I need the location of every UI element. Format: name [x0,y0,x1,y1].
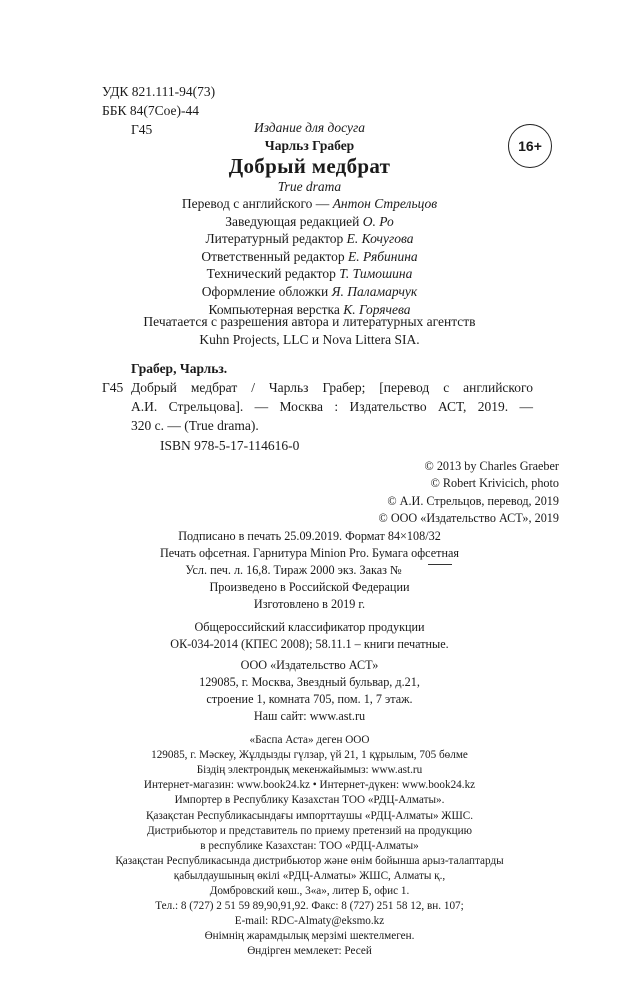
kz-line: Қазақстан Республикасындағы импорттаушы «РДЦ-Алматы» ЖШС. [146,809,473,822]
catalog-heading: Грабер, Чарльз. [131,361,228,376]
copyright-line: © 2013 by Charles Graeber [424,459,559,473]
kz-line: E-mail: RDC-Almaty@eksmo.kz [234,915,385,928]
credit-role: Ответственный редактор [201,248,345,264]
classifier-line: Общероссийский классификатор продукции [194,620,425,634]
credit-role: Компьютерная верстка [208,301,340,317]
credit-name: О. Ро [362,213,394,229]
kz-line: Өндірген мемлекет: Ресей [247,945,372,958]
print-info-line: Усл. печ. л. 16,8. Тираж 2000 экз. Заказ № [185,563,402,577]
isbn: ISBN 978-5-17-114616-0 [160,438,300,453]
credit-name: К. Горячева [343,301,411,317]
kz-line: Дистрибьютор и представитель по приему претензий на продукцию [147,824,472,837]
publisher-line: 129085, г. Москва, Звездный бульвар, д.21, [199,675,420,689]
copyright-line: © Robert Krivicich, photo [430,476,559,491]
kz-line: «Баспа Аста» деген ООО [249,734,370,746]
credit-name: Я. Паламарчук [331,284,418,299]
age-rating-text: 16+ [518,138,542,154]
publisher-line: строение 1, комната 705, пом. 1, 7 этаж. [206,692,413,706]
book-author: Чарльз Грабер [264,138,355,153]
copyright-line: © А.И. Стрельцов, перевод, 2019 [387,493,559,508]
credit-name: Антон Стрельцов [332,196,438,211]
catalog-line-1: Добрый медбрат / Чарльз Грабер; [перевод с английского [131,380,533,395]
permission-line-2: Kuhn Projects, LLC и Nova Littera SIA. [199,332,420,347]
credit-line [0,249,619,265]
catalog-line-2: А.И. Стрельцова]. — Москва : Издательство АСТ, 2019. — [131,399,533,414]
kz-line: Импортер в Республику Казахстан ТОО «РДЦ-Алматы». [174,794,445,807]
credit-role: Технический редактор [206,266,336,282]
credit-name: Е. Кочугова [346,231,414,247]
credit-role: Заведующая редакцией [225,213,360,229]
print-info-line: Подписано в печать 25.09.2019. Формат 84×108/32 [178,529,441,543]
original-title: True drama [277,179,342,194]
print-info-line: Произведено в Российской Федерации [209,580,410,594]
kz-line: Интернет-магазин: www.book24.kz • Интернет-дүкен: www.book24.kz [143,779,476,792]
permission-line-1: Печатается с разрешения автора и литературных агентств [143,314,476,329]
credit-line [0,266,619,282]
credit-name: Т. Тимошина [339,266,413,282]
kz-line: Домбровский көш., 3«а», литер Б, офис 1. [209,885,410,897]
catalog-mark: Г45 [102,380,124,395]
kz-line: в республике Казахстан: ТОО «РДЦ-Алматы» [200,839,419,852]
credit-line [0,196,619,212]
series-label: Издание для досуга [253,120,366,135]
print-info-line: Печать офсетная. Гарнитура Minion Pro. Бумага офсетная [160,546,459,560]
print-info-line: Изготовлено в 2019 г. [253,597,366,611]
credit-role: Перевод с английского — [181,196,330,211]
book-title: Добрый медбрат [228,154,391,178]
copyright-line: © ООО «Издательство АСТ», 2019 [378,510,559,525]
kz-line: 129085, г. Мәскеу, Жұлдызды гүлзар, үй 21, 1 құрылым, 705 бөлме [151,749,468,762]
credit-role: Литературный редактор [205,231,344,247]
publisher-line: ООО «Издательство АСТ» [240,658,379,672]
classifier-line: ОК-034-2014 (КПЕС 2008); 58.11.1 – книги печатные. [170,637,449,651]
credit-line [0,214,619,230]
credit-line [0,284,619,300]
kz-line: қабылдаушының өкілі «РДЦ-Алматы» ЖШС, Алматы қ., [173,869,446,882]
catalog-line-3: 320 с. — (True drama). [131,418,259,433]
kz-line: Өнімнің жарамдылық мерзімі шектелмеген. [204,930,415,943]
kz-line: Біздің электрондық мекенжайымыз: www.ast.ru [196,764,423,777]
kz-line: Тел.: 8 (727) 2 51 59 89,90,91,92. Факс: 8 (727) 251 58 12, вн. 107; [155,900,464,913]
udk-code: УДК 821.111-94(73) [102,84,216,99]
credit-role: Оформление обложки [201,284,329,299]
kz-line: Қазақстан Республикасында дистрибьютор және өнім бойынша арыз-талаптарды [115,854,504,867]
credit-line [0,231,619,247]
order-number-blank [428,564,452,565]
credit-name: Е. Рябинина [348,248,418,264]
publisher-line: Наш сайт: www.ast.ru [253,709,366,723]
author-mark: Г45 [131,122,153,137]
bbk-code: ББК 84(7Сое)-44 [102,103,200,118]
